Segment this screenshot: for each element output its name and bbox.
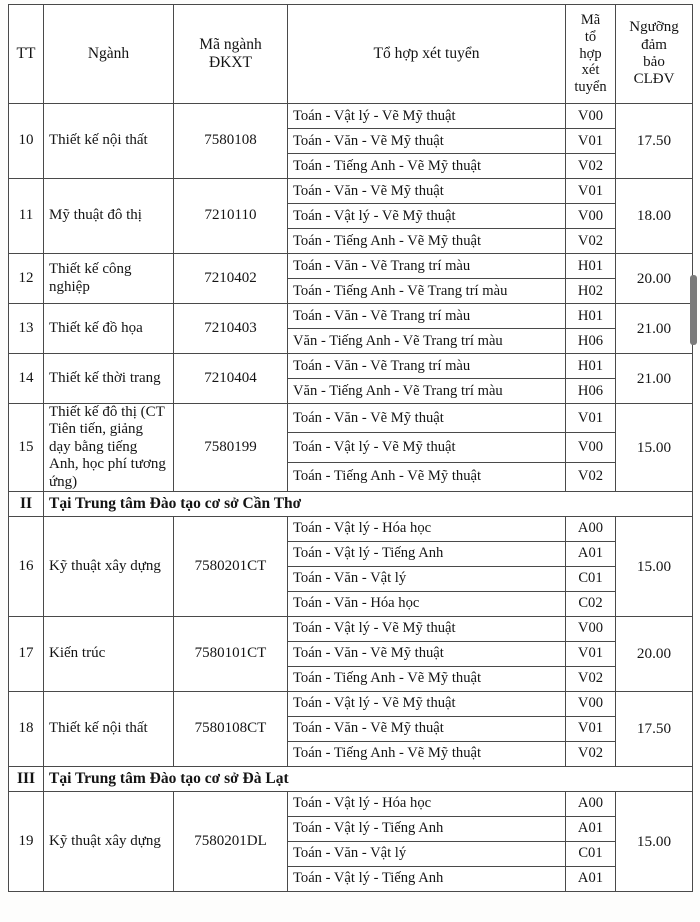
combination-code: V01 — [566, 716, 616, 741]
combination-code: V02 — [566, 154, 616, 179]
column-header-ma-to-hop — [566, 5, 616, 104]
subject-combination: Toán - Vật lý - Tiếng Anh — [288, 541, 566, 566]
program-code: 7580108 — [174, 104, 288, 179]
program-name: Thiết kế đô thị (CT Tiên tiến, giảng dạy bằng tiếng Anh, học phí tương ứng) — [44, 404, 174, 492]
section-header-row — [9, 491, 693, 516]
section-number: II — [9, 491, 44, 516]
combination-code: V02 — [566, 462, 616, 491]
combination-code: V00 — [566, 104, 616, 129]
subject-combination: Toán - Vật lý - Hóa học — [288, 791, 566, 816]
table-row — [9, 354, 693, 379]
subject-combination: Toán - Văn - Vẽ Mỹ thuật — [288, 641, 566, 666]
program-name: Kiến trúc — [44, 616, 174, 691]
nguong-line-2: đảm — [641, 36, 667, 53]
column-header-tt: TT — [9, 5, 44, 104]
program-code: 7210403 — [174, 304, 288, 354]
row-index: 13 — [9, 304, 44, 354]
ma-nganh-line-1: Mã ngành — [199, 36, 262, 54]
subject-combination: Toán - Văn - Hóa học — [288, 591, 566, 616]
program-code: 7580201CT — [174, 516, 288, 616]
combination-code: H01 — [566, 254, 616, 279]
subject-combination: Toán - Tiếng Anh - Vẽ Mỹ thuật — [288, 229, 566, 254]
combination-code: C01 — [566, 841, 616, 866]
row-index: 17 — [9, 616, 44, 691]
threshold-score: 20.00 — [616, 254, 693, 304]
combination-code: A01 — [566, 816, 616, 841]
table-row — [9, 104, 693, 129]
threshold-score: 15.00 — [616, 404, 693, 492]
combination-code: H06 — [566, 329, 616, 354]
subject-combination: Toán - Vật lý - Vẽ Mỹ thuật — [288, 204, 566, 229]
nguong-line-1: Ngưỡng — [629, 19, 679, 36]
row-index: 15 — [9, 404, 44, 492]
combination-code: A01 — [566, 866, 616, 891]
row-index: 19 — [9, 791, 44, 891]
combination-code: H01 — [566, 354, 616, 379]
row-index: 10 — [9, 104, 44, 179]
program-name: Thiết kế nội thất — [44, 691, 174, 766]
combination-code: V01 — [566, 404, 616, 433]
subject-combination: Toán - Văn - Vẽ Trang trí màu — [288, 254, 566, 279]
table-row — [9, 791, 693, 816]
scrollbar-thumb[interactable] — [690, 275, 697, 345]
column-header-to-hop: Tổ hợp xét tuyển — [288, 5, 566, 104]
combination-code: V01 — [566, 179, 616, 204]
table-row — [9, 616, 693, 641]
threshold-score: 15.00 — [616, 791, 693, 891]
threshold-score: 21.00 — [616, 354, 693, 404]
subject-combination: Toán - Vật lý - Vẽ Mỹ thuật — [288, 433, 566, 462]
program-code: 7580199 — [174, 404, 288, 492]
combination-code: V00 — [566, 204, 616, 229]
section-number: III — [9, 766, 44, 791]
program-name: Kỹ thuật xây dựng — [44, 516, 174, 616]
table-body — [9, 104, 693, 892]
subject-combination: Toán - Văn - Vẽ Mỹ thuật — [288, 179, 566, 204]
combination-code: V01 — [566, 129, 616, 154]
program-name: Thiết kế nội thất — [44, 104, 174, 179]
subject-combination: Toán - Tiếng Anh - Vẽ Mỹ thuật — [288, 741, 566, 766]
threshold-score: 18.00 — [616, 179, 693, 254]
ma-to-hop-line-1: Mã — [580, 11, 601, 28]
table-row — [9, 179, 693, 204]
ma-to-hop-line-4: xét — [581, 62, 600, 79]
subject-combination: Toán - Vật lý - Tiếng Anh — [288, 866, 566, 891]
row-index: 16 — [9, 516, 44, 616]
program-name: Thiết kế công nghiệp — [44, 254, 174, 304]
program-code: 7580201DL — [174, 791, 288, 891]
ma-to-hop-line-2: tổ — [584, 28, 597, 45]
table-row — [9, 304, 693, 329]
program-code: 7210404 — [174, 354, 288, 404]
section-label: Tại Trung tâm Đào tạo cơ sở Đà Lạt — [44, 766, 693, 791]
header-row — [9, 5, 693, 104]
row-index: 11 — [9, 179, 44, 254]
combination-code: V02 — [566, 666, 616, 691]
column-header-ma-nganh — [174, 5, 288, 104]
table-row — [9, 404, 693, 433]
combination-code: A01 — [566, 541, 616, 566]
table-row — [9, 254, 693, 279]
combination-code: A00 — [566, 516, 616, 541]
subject-combination: Toán - Vật lý - Vẽ Mỹ thuật — [288, 691, 566, 716]
subject-combination: Toán - Văn - Vật lý — [288, 841, 566, 866]
subject-combination: Toán - Tiếng Anh - Vẽ Mỹ thuật — [288, 666, 566, 691]
subject-combination: Toán - Tiếng Anh - Vẽ Mỹ thuật — [288, 462, 566, 491]
combination-code: V00 — [566, 691, 616, 716]
combination-code: V00 — [566, 433, 616, 462]
subject-combination: Toán - Vật lý - Tiếng Anh — [288, 816, 566, 841]
subject-combination: Toán - Văn - Vật lý — [288, 566, 566, 591]
ma-to-hop-line-5: tuyển — [574, 79, 607, 96]
combination-code: V01 — [566, 641, 616, 666]
combination-code: H02 — [566, 279, 616, 304]
row-index: 18 — [9, 691, 44, 766]
table-header — [9, 5, 693, 104]
program-name: Mỹ thuật đô thị — [44, 179, 174, 254]
combination-code: C02 — [566, 591, 616, 616]
column-header-nguong-dam-bao — [616, 5, 693, 104]
combination-code: H01 — [566, 304, 616, 329]
subject-combination: Toán - Vật lý - Hóa học — [288, 516, 566, 541]
combination-code: H06 — [566, 379, 616, 404]
combination-code: A00 — [566, 791, 616, 816]
subject-combination: Văn - Tiếng Anh - Vẽ Trang trí màu — [288, 379, 566, 404]
row-index: 12 — [9, 254, 44, 304]
threshold-score: 15.00 — [616, 516, 693, 616]
subject-combination: Toán - Văn - Vẽ Mỹ thuật — [288, 129, 566, 154]
subject-combination: Văn - Tiếng Anh - Vẽ Trang trí màu — [288, 329, 566, 354]
ma-nganh-line-2: ĐKXT — [208, 54, 253, 71]
threshold-score: 17.50 — [616, 104, 693, 179]
combination-code: V02 — [566, 229, 616, 254]
program-code: 7580101CT — [174, 616, 288, 691]
subject-combination: Toán - Vật lý - Vẽ Mỹ thuật — [288, 616, 566, 641]
program-code: 7210110 — [174, 179, 288, 254]
program-code: 7210402 — [174, 254, 288, 304]
subject-combination: Toán - Văn - Vẽ Trang trí màu — [288, 304, 566, 329]
program-name: Thiết kế đồ họa — [44, 304, 174, 354]
subject-combination: Toán - Vật lý - Vẽ Mỹ thuật — [288, 104, 566, 129]
threshold-score: 21.00 — [616, 304, 693, 354]
threshold-score: 20.00 — [616, 616, 693, 691]
program-name: Kỹ thuật xây dựng — [44, 791, 174, 891]
subject-combination: Toán - Văn - Vẽ Trang trí màu — [288, 354, 566, 379]
table-row — [9, 516, 693, 541]
admissions-score-table — [8, 4, 693, 892]
program-code: 7580108CT — [174, 691, 288, 766]
row-index: 14 — [9, 354, 44, 404]
section-header-row — [9, 766, 693, 791]
nguong-line-3: bảo — [643, 54, 665, 70]
table-row — [9, 691, 693, 716]
subject-combination: Toán - Văn - Vẽ Mỹ thuật — [288, 404, 566, 433]
section-label: Tại Trung tâm Đào tạo cơ sở Cần Thơ — [44, 491, 693, 516]
combination-code: V00 — [566, 616, 616, 641]
subject-combination: Toán - Tiếng Anh - Vẽ Mỹ thuật — [288, 154, 566, 179]
combination-code: V02 — [566, 741, 616, 766]
program-name: Thiết kế thời trang — [44, 354, 174, 404]
ma-to-hop-line-3: hợp — [579, 45, 602, 62]
column-header-nganh: Ngành — [44, 5, 174, 104]
threshold-score: 17.50 — [616, 691, 693, 766]
subject-combination: Toán - Văn - Vẽ Mỹ thuật — [288, 716, 566, 741]
combination-code: C01 — [566, 566, 616, 591]
subject-combination: Toán - Tiếng Anh - Vẽ Trang trí màu — [288, 279, 566, 304]
nguong-line-4: CLĐV — [633, 71, 675, 88]
